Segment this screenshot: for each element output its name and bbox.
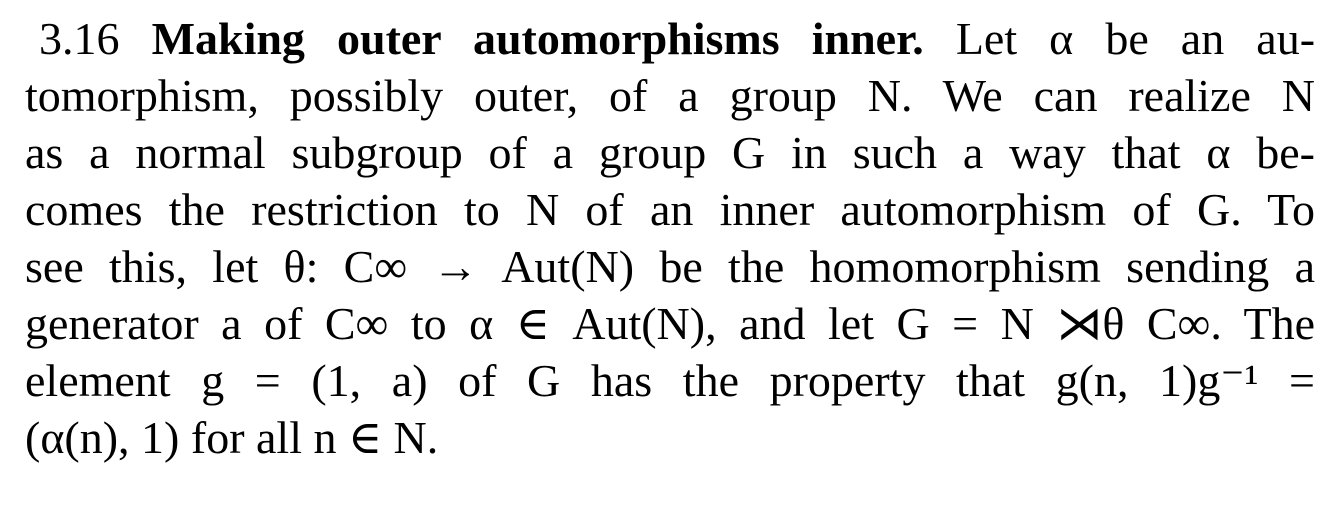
section-number: 3.16	[39, 13, 120, 64]
text-line-8: (α(n), 1) for all n ∈ N.	[25, 412, 439, 463]
text-line-7: element g = (1, a) of G has the property that g(n, 1)g⁻¹ =	[25, 355, 1315, 406]
text-line-2: tomorphism, possibly outer, of a group N. We can realize N	[25, 70, 1315, 121]
text-line-1-body: Let α be an au-	[955, 13, 1316, 64]
text-line-6: generator a of C∞ to α ∈ Aut(N), and let G = N ⋊θ C∞. The	[25, 298, 1315, 349]
section-title: Making outer automorphisms inner.	[151, 13, 924, 64]
text-line-5: see this, let θ: C∞ → Aut(N) be the homomorphism sending a	[25, 241, 1315, 292]
text-line-1	[25, 10, 1315, 67]
paragraph-3-16	[25, 10, 1315, 466]
text-line-4: comes the restriction to N of an inner automorphism of G. To	[25, 184, 1315, 235]
text-line-3: as a normal subgroup of a group G in such a way that α be-	[25, 127, 1315, 178]
